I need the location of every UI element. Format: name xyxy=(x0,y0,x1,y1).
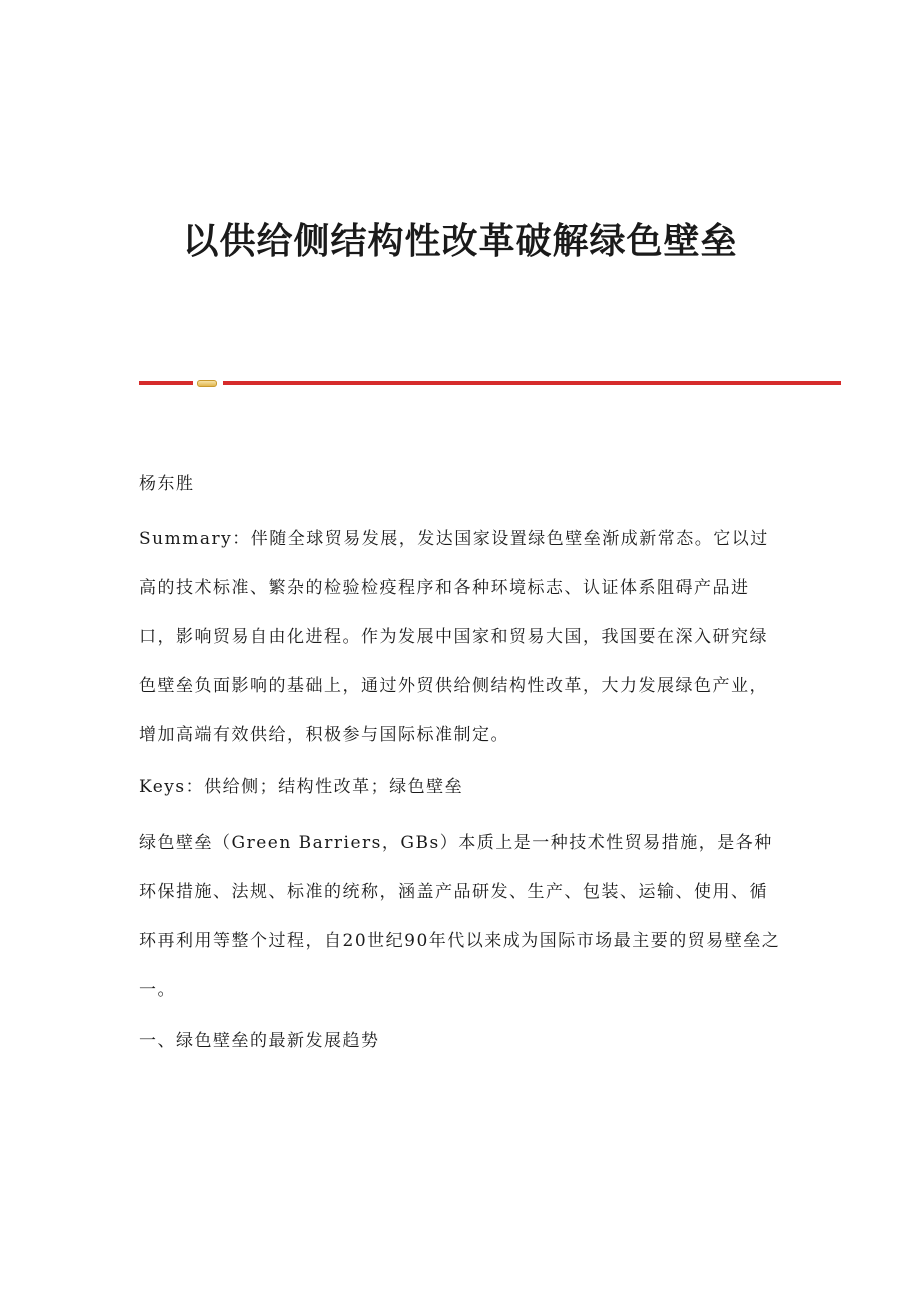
document-title: 以供给侧结构性改革破解绿色壁垒 xyxy=(182,221,738,262)
keywords-line: Keys：供给侧；结构性改革；绿色壁垒 xyxy=(139,777,464,797)
divider-left-segment xyxy=(139,381,193,385)
divider-ornament-icon xyxy=(197,380,217,387)
intro-paragraph: 绿色壁垒（Green Barriers，GBs）本质上是一种技术性贸易措施，是各种环保措施、法规、标准的统称，涵盖产品研发、生产、包装、运输、使用、循环再利用等整个过程，自20世纪90年代以来成为国际市场最主要的贸易壁垒之一。 xyxy=(139,833,781,1000)
divider-right-segment xyxy=(223,381,841,385)
summary-paragraph: Summary：伴随全球贸易发展，发达国家设置绿色壁垒渐成新常态。它以过高的技术标准、繁杂的检验检疫程序和各种环境标志、认证体系阻碍产品进口，影响贸易自由化进程。作为发展中国家和贸易大国，我国要在深入研究绿色壁垒负面影响的基础上，通过外贸供给侧结构性改革，大力发展绿色产业，增加高端有效供给，积极参与国际标准制定。 xyxy=(139,529,769,745)
author-name: 杨东胜 xyxy=(139,474,195,494)
title-divider xyxy=(139,378,841,390)
section-heading: 一、绿色壁垒的最新发展趋势 xyxy=(139,1031,380,1051)
